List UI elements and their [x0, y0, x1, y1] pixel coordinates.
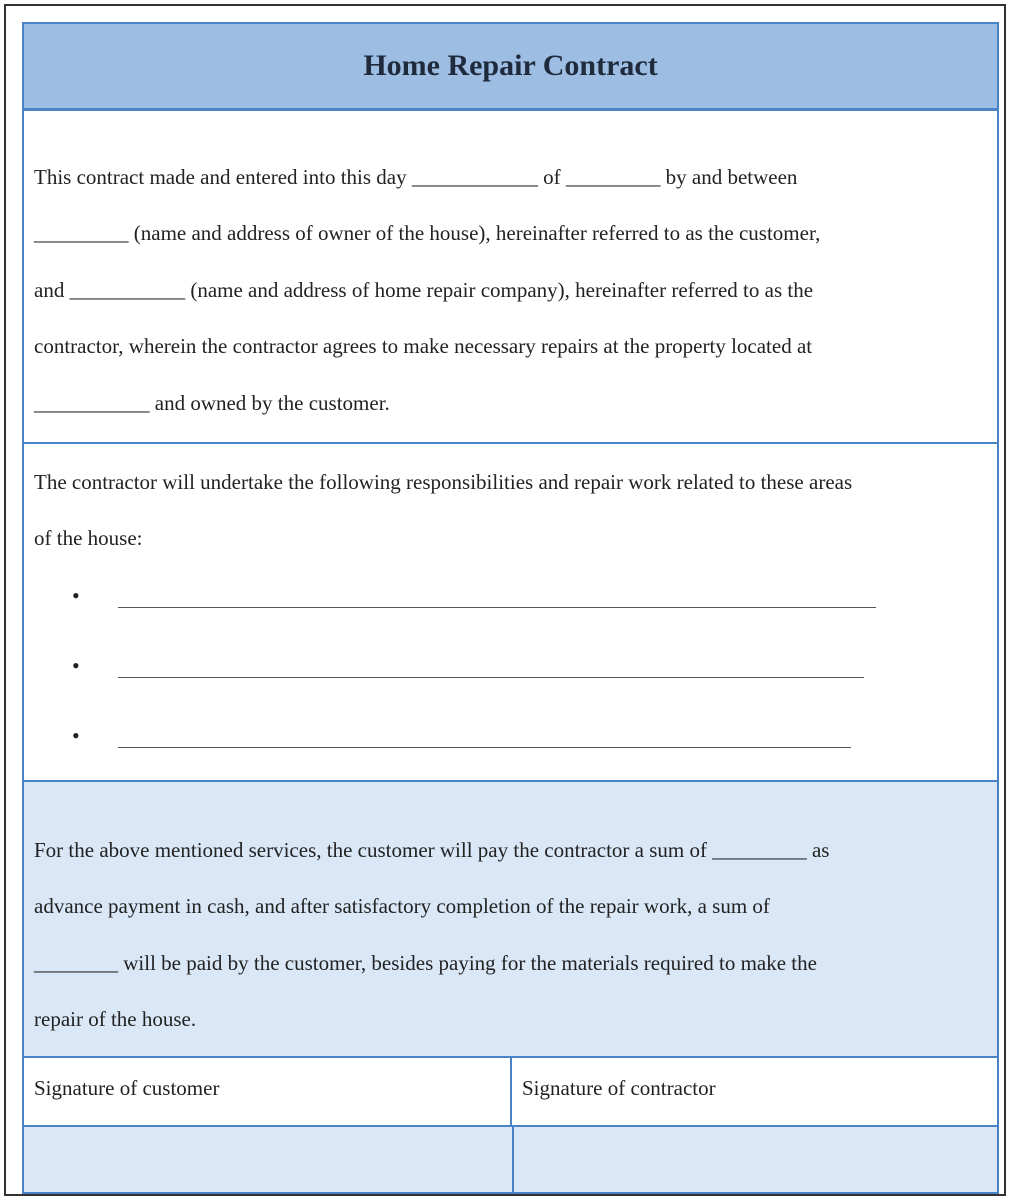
bullet-item-3 — [34, 707, 987, 777]
customer-signature-field[interactable] — [24, 1127, 514, 1194]
payment-line: repair of the house. — [34, 1007, 197, 1032]
customer-signature-label: Signature of customer — [24, 1058, 512, 1125]
payment-line: advance payment in cash, and after satisfactory completion of the repair work, a sum of — [34, 894, 770, 919]
signature-field-row — [24, 1127, 997, 1194]
bullet-icon: • — [72, 652, 80, 678]
contractor-signature-field[interactable] — [514, 1127, 997, 1194]
bullet-item-1 — [34, 567, 987, 637]
intro-line: _________ (name and address of owner of the house), hereinafter referred to as the customer, — [34, 221, 821, 246]
signature-label-row — [24, 1058, 997, 1127]
intro-line: This contract made and entered into this day ____________ of _________ by and between — [34, 165, 798, 189]
bullet-icon: • — [72, 722, 80, 748]
intro-line: contractor, wherein the contractor agrees to make necessary repairs at the property located at — [34, 334, 813, 359]
bullet-blank-line[interactable] — [118, 747, 851, 748]
bullet-icon: • — [72, 582, 80, 608]
payment-line: For the above mentioned services, the customer will pay the contractor a sum of _________ as — [34, 838, 830, 862]
intro-line: ___________ and owned by the customer. — [34, 390, 390, 415]
page-frame — [4, 4, 1006, 1196]
contract-title: Home Repair Contract — [363, 49, 658, 82]
bullet-blank-line[interactable] — [118, 677, 864, 678]
contract-sheet — [22, 22, 999, 1194]
intro-line: and ___________ (name and address of home repair company), hereinafter referred to as the — [34, 277, 814, 302]
bullet-item-2 — [34, 637, 987, 707]
responsibilities-line: of the house: — [34, 526, 143, 551]
contractor-signature-label: Signature of contractor — [522, 1076, 716, 1100]
responsibilities-line: The contractor will undertake the following responsibilities and repair work related to these areas — [34, 470, 853, 494]
payment-line: ________ will be paid by the customer, besides paying for the materials required to make the — [34, 950, 817, 975]
responsibilities-section — [24, 444, 997, 782]
payment-section — [24, 782, 997, 1058]
bullet-blank-line[interactable] — [118, 607, 876, 608]
title-bar — [24, 24, 997, 111]
intro-section — [24, 111, 997, 444]
